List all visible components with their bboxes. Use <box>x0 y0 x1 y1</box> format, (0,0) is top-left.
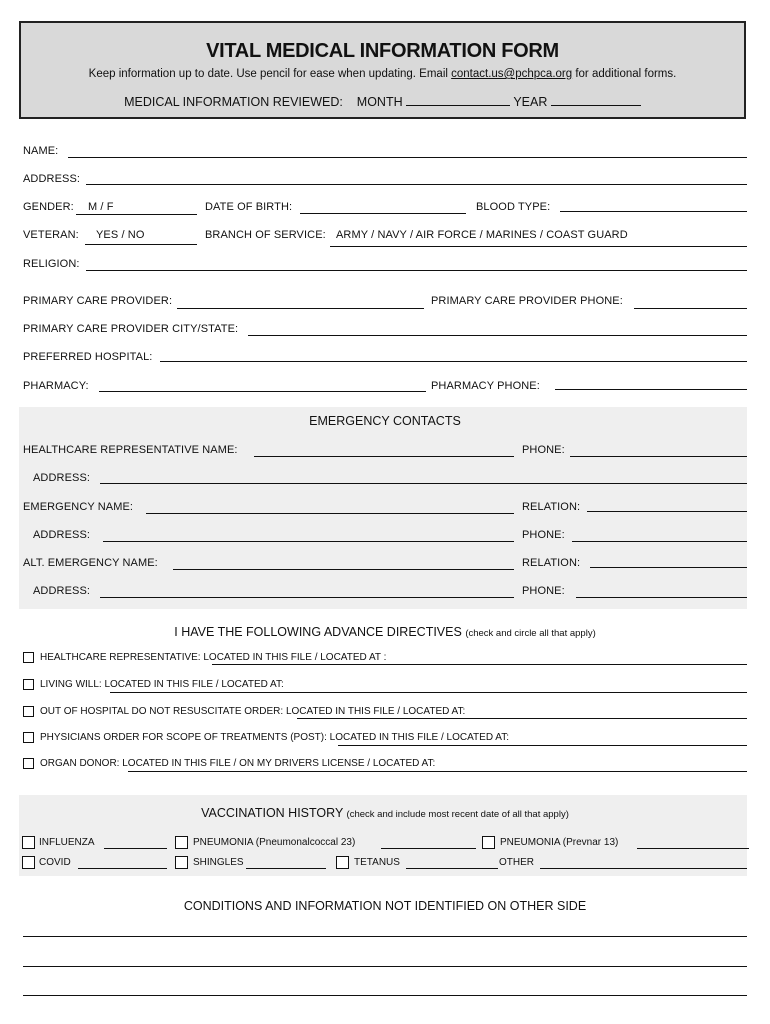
rep-phone-field[interactable] <box>570 456 747 457</box>
vaccination-note: (check and include most recent date of all that apply) <box>346 809 569 820</box>
alt-emergency-relation-label: RELATION: <box>522 557 581 569</box>
directive-row-organ-donor: ORGAN DONOR: LOCATED IN THIS FILE / ON MY DRIVERS LICENSE / LOCATED AT: <box>40 758 436 769</box>
emergency-name-label: EMERGENCY NAME: <box>23 501 134 513</box>
directive-checkbox-healthcare-rep[interactable] <box>23 652 34 663</box>
shingles-label: SHINGLES <box>193 857 244 868</box>
email-link[interactable]: contact.us@pchpca.org <box>451 68 573 80</box>
religion-field[interactable] <box>86 270 747 271</box>
form-title: VITAL MEDICAL INFORMATION FORM <box>206 40 559 62</box>
dob-field[interactable] <box>300 213 466 214</box>
rep-phone-label: PHONE: <box>522 444 565 456</box>
pcp-label: PRIMARY CARE PROVIDER: <box>23 295 173 307</box>
pcp-phone-field[interactable] <box>634 308 747 309</box>
emergency-name-field[interactable] <box>146 513 514 514</box>
pneumonia23-checkbox[interactable] <box>175 836 188 849</box>
directive-row-living-will: LIVING WILL: LOCATED IN THIS FILE / LOCATED AT: <box>40 679 284 690</box>
veteran-options[interactable]: YES / NO <box>96 229 145 241</box>
directive-field-organ-donor[interactable] <box>128 771 747 772</box>
directive-checkbox-organ-donor[interactable] <box>23 758 34 769</box>
vaccination-title: VACCINATION HISTORY <box>201 806 344 820</box>
pneumonia13-label: PNEUMONIA (Prevnar 13) <box>500 837 619 848</box>
emergency-relation-label: RELATION: <box>522 501 581 513</box>
pneumonia23-label: PNEUMONIA (Pneumonalcoccal 23) <box>193 837 356 848</box>
shingles-checkbox[interactable] <box>175 856 188 869</box>
alt-emergency-phone-label: PHONE: <box>522 585 565 597</box>
tetanus-label: TETANUS <box>354 857 400 868</box>
veteran-field[interactable] <box>85 244 197 245</box>
directives-note: (check and circle all that apply) <box>465 628 596 639</box>
rep-name-label: HEALTHCARE REPRESENTATIVE NAME: <box>23 444 238 456</box>
name-field[interactable] <box>68 157 747 158</box>
tetanus-date-field[interactable] <box>406 868 498 869</box>
directive-row-healthcare-rep: HEALTHCARE REPRESENTATIVE: LOCATED IN THIS FILE / LOCATED AT : <box>40 652 387 663</box>
directives-title: I HAVE THE FOLLOWING ADVANCE DIRECTIVES <box>174 625 462 639</box>
review-date-row: MEDICAL INFORMATION REVIEWED: MONTH YEAR <box>21 95 744 109</box>
hospital-label: PREFERRED HOSPITAL: <box>23 351 153 363</box>
name-label: NAME: <box>23 145 59 157</box>
alt-emergency-name-label: ALT. EMERGENCY NAME: <box>23 557 158 569</box>
other-label: OTHER <box>499 857 534 868</box>
rep-address-label: ADDRESS: <box>33 472 91 484</box>
emergency-phone-label: PHONE: <box>522 529 565 541</box>
blood-type-field[interactable] <box>560 211 747 212</box>
alt-emergency-relation-field[interactable] <box>590 567 747 568</box>
influenza-checkbox[interactable] <box>22 836 35 849</box>
influenza-label: INFLUENZA <box>39 837 95 848</box>
other-field[interactable] <box>540 868 747 869</box>
emergency-phone-field[interactable] <box>572 541 747 542</box>
address-label: ADDRESS: <box>23 173 81 185</box>
directive-options[interactable]: LOCATED IN THIS FILE / LOCATED AT: <box>329 732 509 743</box>
rep-address-field[interactable] <box>100 483 747 484</box>
rep-name-field[interactable] <box>254 456 514 457</box>
pcp-city-field[interactable] <box>248 335 747 336</box>
form-header <box>19 21 746 119</box>
pharmacy-phone-label: PHARMACY PHONE: <box>431 380 540 392</box>
alt-emergency-phone-field[interactable] <box>576 597 747 598</box>
directive-options[interactable]: LOCATED IN THIS FILE / LOCATED AT: <box>285 706 466 717</box>
pharmacy-label: PHARMACY: <box>23 380 89 392</box>
conditions-line-2[interactable] <box>23 966 747 967</box>
emergency-relation-field[interactable] <box>587 511 747 512</box>
gender-options[interactable]: M / F <box>88 201 114 213</box>
directive-checkbox-post[interactable] <box>23 732 34 743</box>
hospital-field[interactable] <box>160 361 747 362</box>
directive-options[interactable]: LOCATED IN THIS FILE / LOCATED AT : <box>203 652 387 663</box>
pneumonia13-checkbox[interactable] <box>482 836 495 849</box>
branch-field[interactable] <box>330 246 747 247</box>
covid-label: COVID <box>39 857 71 868</box>
month-field[interactable] <box>406 104 510 106</box>
emergency-address-label: ADDRESS: <box>33 529 91 541</box>
address-field[interactable] <box>86 184 747 185</box>
alt-emergency-address-field[interactable] <box>100 597 514 598</box>
directive-checkbox-dnr[interactable] <box>23 706 34 717</box>
branch-options[interactable]: ARMY / NAVY / AIR FORCE / MARINES / COAST GUARD <box>336 229 628 241</box>
conditions-line-3[interactable] <box>23 995 747 996</box>
veteran-label: VETERAN: <box>23 229 79 241</box>
religion-label: RELIGION: <box>23 258 80 270</box>
covid-date-field[interactable] <box>78 868 167 869</box>
directives-title-row <box>0 625 770 639</box>
gender-label: GENDER: <box>23 201 74 213</box>
directive-field-dnr[interactable] <box>297 718 747 719</box>
pharmacy-phone-field[interactable] <box>555 389 747 390</box>
directive-field-living-will[interactable] <box>110 692 747 693</box>
shingles-date-field[interactable] <box>246 868 326 869</box>
pcp-field[interactable] <box>177 308 424 309</box>
conditions-line-1[interactable] <box>23 936 747 937</box>
form-instructions: Keep information up to date. Use pencil for ease when updating. Email contact.us@pchpca.org for additional forms. <box>88 68 677 80</box>
conditions-title: CONDITIONS AND INFORMATION NOT IDENTIFIED ON OTHER SIDE <box>183 899 587 913</box>
year-field[interactable] <box>551 104 641 106</box>
dob-label: DATE OF BIRTH: <box>205 201 293 213</box>
directive-options[interactable]: LOCATED IN THIS FILE / ON MY DRIVERS LICENSE / LOCATED AT: <box>122 758 436 769</box>
tetanus-checkbox[interactable] <box>336 856 349 869</box>
directive-options[interactable]: LOCATED IN THIS FILE / LOCATED AT: <box>104 679 284 690</box>
pneumonia23-date-field[interactable] <box>381 848 476 849</box>
emergency-address-field[interactable] <box>103 541 514 542</box>
pharmacy-field[interactable] <box>99 391 426 392</box>
influenza-date-field[interactable] <box>104 848 167 849</box>
directive-row-post: PHYSICIANS ORDER FOR SCOPE OF TREATMENTS (POST): LOCATED IN THIS FILE / LOCATED AT: <box>40 732 509 743</box>
alt-emergency-name-field[interactable] <box>173 569 514 570</box>
pcp-city-label: PRIMARY CARE PROVIDER CITY/STATE: <box>23 323 239 335</box>
directive-field-healthcare-rep[interactable] <box>212 664 747 665</box>
branch-label: BRANCH OF SERVICE: <box>205 229 326 241</box>
emergency-contacts-title: EMERGENCY CONTACTS <box>309 414 461 428</box>
covid-checkbox[interactable] <box>22 856 35 869</box>
directive-row-dnr: OUT OF HOSPITAL DO NOT RESUSCITATE ORDER: LOCATED IN THIS FILE / LOCATED AT: <box>40 706 466 717</box>
gender-field[interactable] <box>76 214 197 215</box>
directive-field-post[interactable] <box>338 745 747 746</box>
directive-checkbox-living-will[interactable] <box>23 679 34 690</box>
vaccination-title-row <box>0 806 770 820</box>
alt-emergency-address-label: ADDRESS: <box>33 585 91 597</box>
blood-type-label: BLOOD TYPE: <box>476 201 551 213</box>
pcp-phone-label: PRIMARY CARE PROVIDER PHONE: <box>431 295 623 307</box>
pneumonia13-date-field[interactable] <box>637 848 749 849</box>
